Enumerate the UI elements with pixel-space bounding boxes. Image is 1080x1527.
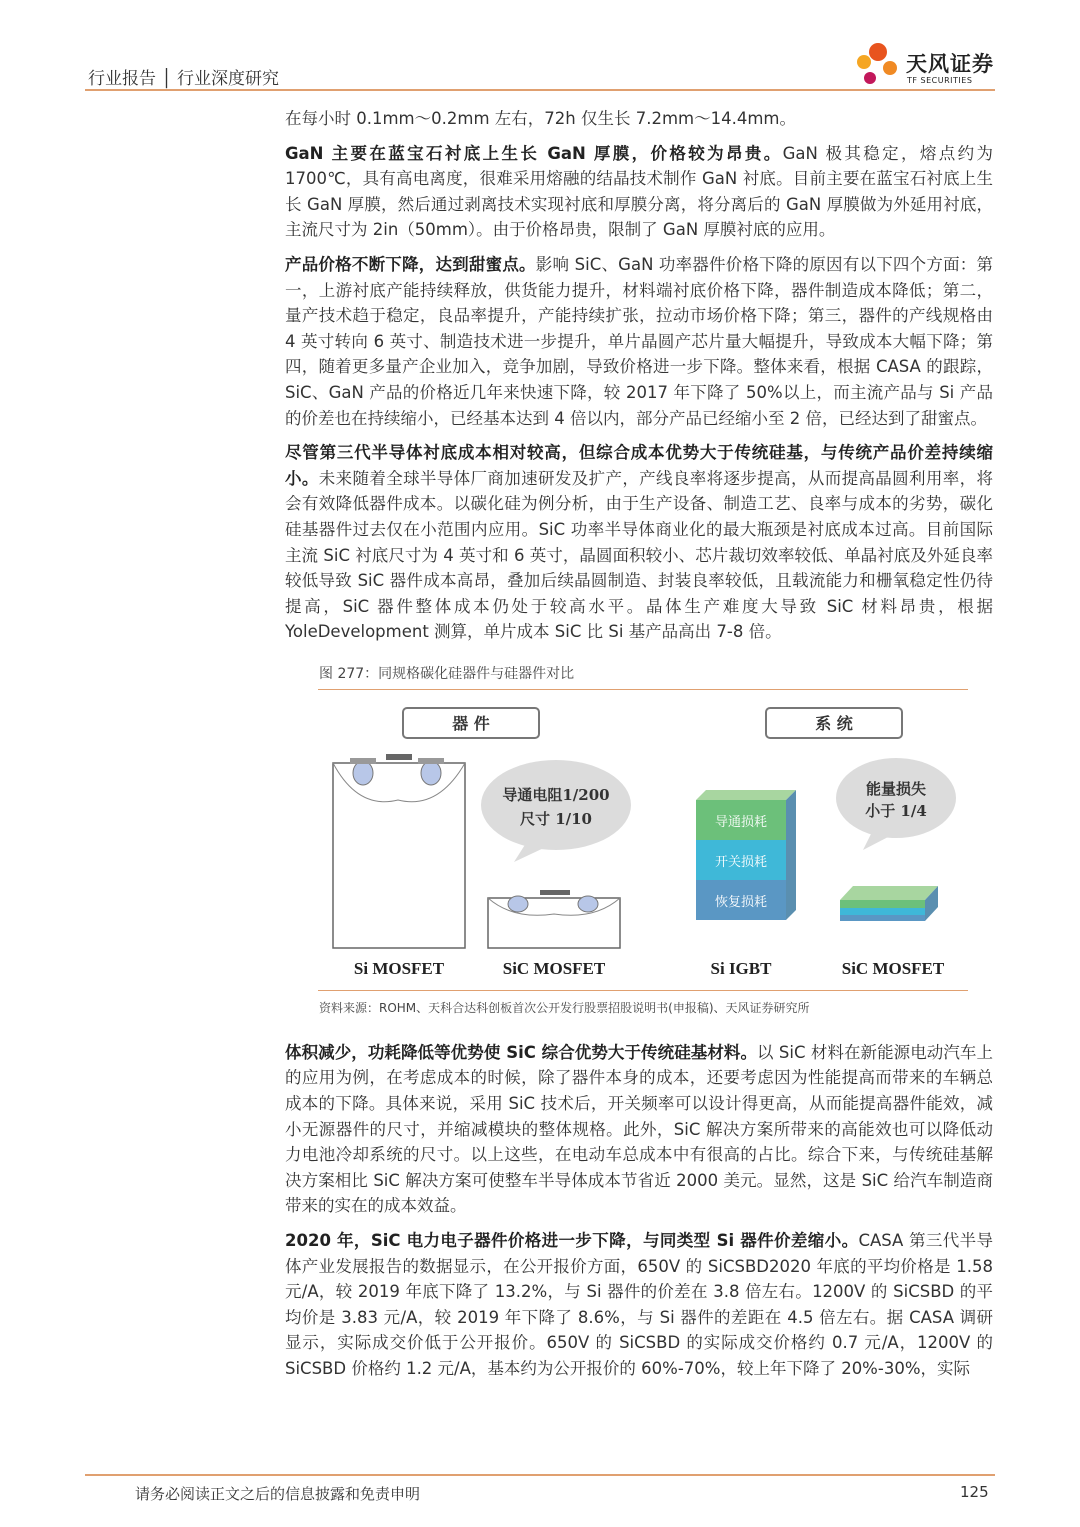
paragraph-text: 以 SiC 材料在新能源电动汽车上的应用为例，在考虑成本的时候，除了器件本身的成本，还要考虑因为性能提高而带来的车辆总成本的下降。具体来说，采用 SiC 技术后，开关频率可以设计得更高，从而能提高器件能效，减小无源器件的尺寸，并缩减模块的整体规格。此外，SiC 解决方案所带来的高能效也可以降低动力电池冷却系统的尺寸。以上这些，在电动车总成本中有很高的占比。综合下来，与传统硅基解决方案相比 SiC 解决方案可使整车半导体成本节省近 2000 美元。显然，这是 SiC 给汽车制造商带来的实在的成本效益。 [285, 1042, 993, 1216]
logo-icon [850, 38, 910, 88]
paragraph-text: CASA 第三代半导体产业发展报告的数据显示，在公开报价方面，650V 的 SiCSBD2020 年底的平均价格是 1.58 元/A，较 2019 年底下降了 13.2%，与 Si 器件的价差在 3.8 倍左右。1200V 的 SiCSBD 的平均价是 3.83 元/A，较 2019 年下降了 8.6%，与 Si 器件的差距在 4.5 倍左右。据 CASA 调研显示，实际成交价低于公开报价。650V 的 SiCSBD 的实际成交价格约 0.7 元/A，1200V 的 SiCSBD 价格约 1.2 元/A，基本约为公开报价的 60%-70%，较上年下降了 20%-30%，实际 [285, 1231, 994, 1378]
layer-switching: 开关损耗 [714, 854, 768, 870]
bubble2-line1: 能量损失 [865, 779, 927, 798]
paragraph-lead: 尽管第三代半导体衬底成本相对较高，但综合成本优势大于传统硅基，与传统产品价差持续缩小。 [285, 443, 993, 488]
sic-mosfet-stack [840, 886, 938, 921]
paragraph-lead: 2020 年，SiC 电力电子器件价格进一步下降，与同类型 Si 器件价差缩小。 [285, 1231, 859, 1251]
bubble-resistance [481, 760, 631, 862]
si-mosfet-illustration [333, 754, 465, 948]
bubble-energy-loss [836, 758, 956, 850]
paragraph-gan-substrate [285, 141, 993, 243]
paragraph-cost-advantage [285, 440, 993, 645]
label-sic-mosfet-1: SiC MOSFET [502, 958, 606, 978]
paragraph-2020-prices [285, 1228, 993, 1382]
paragraph-lead: 产品价格不断下降，达到甜蜜点。 [285, 254, 536, 274]
page-number: 125 [960, 1483, 989, 1501]
layer-recovery: 恢复损耗 [714, 894, 768, 910]
label-si-igbt: Si IGBT [710, 958, 772, 978]
label-si-mosfet: Si MOSFET [353, 958, 445, 978]
main-content [285, 106, 993, 1391]
bubble1-line1: 导通电阻1/200 [502, 785, 610, 804]
paragraph-volume-reduction [285, 1040, 993, 1219]
paragraph-price-decline [285, 252, 993, 431]
paragraph-lead: 体积减少，功耗降低等优势使 SiC 综合优势大于传统硅基材料。 [285, 1042, 758, 1062]
figure-source: 资料来源：ROHM、天科合达科创板首次公开发行股票招股说明书(申报稿)、天风证券研究所 [319, 1000, 810, 1015]
paragraph-text: GaN 极其稳定，熔点约为 1700℃，具有高电离度，很难采用熔融的结晶技术制作 GaN 衬底。目前主要在蓝宝石衬底上生长 GaN 厚膜，然后通过剥离技术实现衬底和厚膜分离，将分离后的 GaN 厚膜做为外延用衬底，主流尺寸为 2in（50mm）。由于价格昂贵，限制了 GaN 厚膜衬底的应用。 [285, 143, 993, 240]
figure-diagram [318, 690, 968, 990]
paragraph-text: 影响 SiC、GaN 功率器件价格下降的原因有以下四个方面：第一，上游衬底产能持续释放，供货能力提升，材料端衬底价格下降，器件制造成本降低；第二，量产技术趋于稳定，良品率提升，产能持续扩张，拉动市场价格下降；第三，器件的产线规格由 4 英寸转向 6 英寸、制造技术进一步提升，单片晶圆产芯片量大幅提升，导致成本大幅下降；第四，随着更多量产企业加入，竞争加剧，导致价格进一步下降。整体来看，根据 CASA 的跟踪，SiC、GaN 产品的价格近几年来快速下降，较 2017 年下降了 50%以上，而主流产品与 Si 产品的价差也在持续缩小，已经基本达到 4 倍以内，部分产品已经缩小至 2 倍，已经达到了甜蜜点。 [285, 254, 994, 428]
layer-conduction: 导通损耗 [714, 814, 768, 830]
system-box-label: 系 统 [815, 713, 853, 733]
bubble1-line2: 尺寸 1/10 [519, 809, 593, 828]
bubble2-line2: 小于 1/4 [865, 801, 927, 820]
header-divider [85, 89, 995, 91]
sic-mosfet-illustration [488, 890, 620, 948]
logo-name: 天风证券 [906, 52, 994, 76]
si-igbt-stack [696, 790, 796, 920]
paragraph-text: 未来随着全球半导体厂商加速研发及扩产，产线良率将逐步提高，从而提高晶圆利用率，将会有效降低器件成本。以碳化硅为例分析，由于生产设备、制造工艺、良率与成本的劣势，碳化硅基器件过去仅在小范围内应用。SiC 功率半导体商业化的最大瓶颈是衬底成本过高。目前国际主流 SiC 衬底尺寸为 4 英寸和 6 英寸，晶圆面积较小、芯片裁切效率较低、单晶衬底及外延良率较低导致 SiC 器件成本高昂，叠加后续晶圆制造、封装良率较低，且载流能力和栅氧稳定性仍待提高，SiC 器件整体成本仍处于较高水平。晶体生产难度大导致 SiC 材料昂贵，根据 YoleDevelopment 测算，单片成本 SiC 比 Si 基产品高出 7-8 倍。 [285, 468, 994, 642]
figure-sic-vs-si [318, 690, 968, 990]
label-sic-mosfet-2: SiC MOSFET [841, 958, 945, 978]
footer-divider [85, 1474, 995, 1476]
device-box-label: 器 件 [452, 713, 490, 733]
footer-disclaimer: 请务必阅读正文之后的信息披露和免责申明 [135, 1485, 421, 1503]
figure-title: 图 277：同规格碳化硅器件与硅器件对比 [319, 665, 575, 682]
paragraph-lead: GaN 主要在蓝宝石衬底上生长 GaN 厚膜，价格较为昂贵。 [285, 143, 783, 163]
logo-subtitle: TF SECURITIES [907, 76, 973, 85]
figure-bottom-rule [318, 990, 968, 991]
breadcrumb: 行业报告 │ 行业深度研究 [88, 69, 280, 89]
paragraph-continued: 在每小时 0.1mm～0.2mm 左右，72h 仅生长 7.2mm～14.4mm。 [285, 109, 796, 128]
